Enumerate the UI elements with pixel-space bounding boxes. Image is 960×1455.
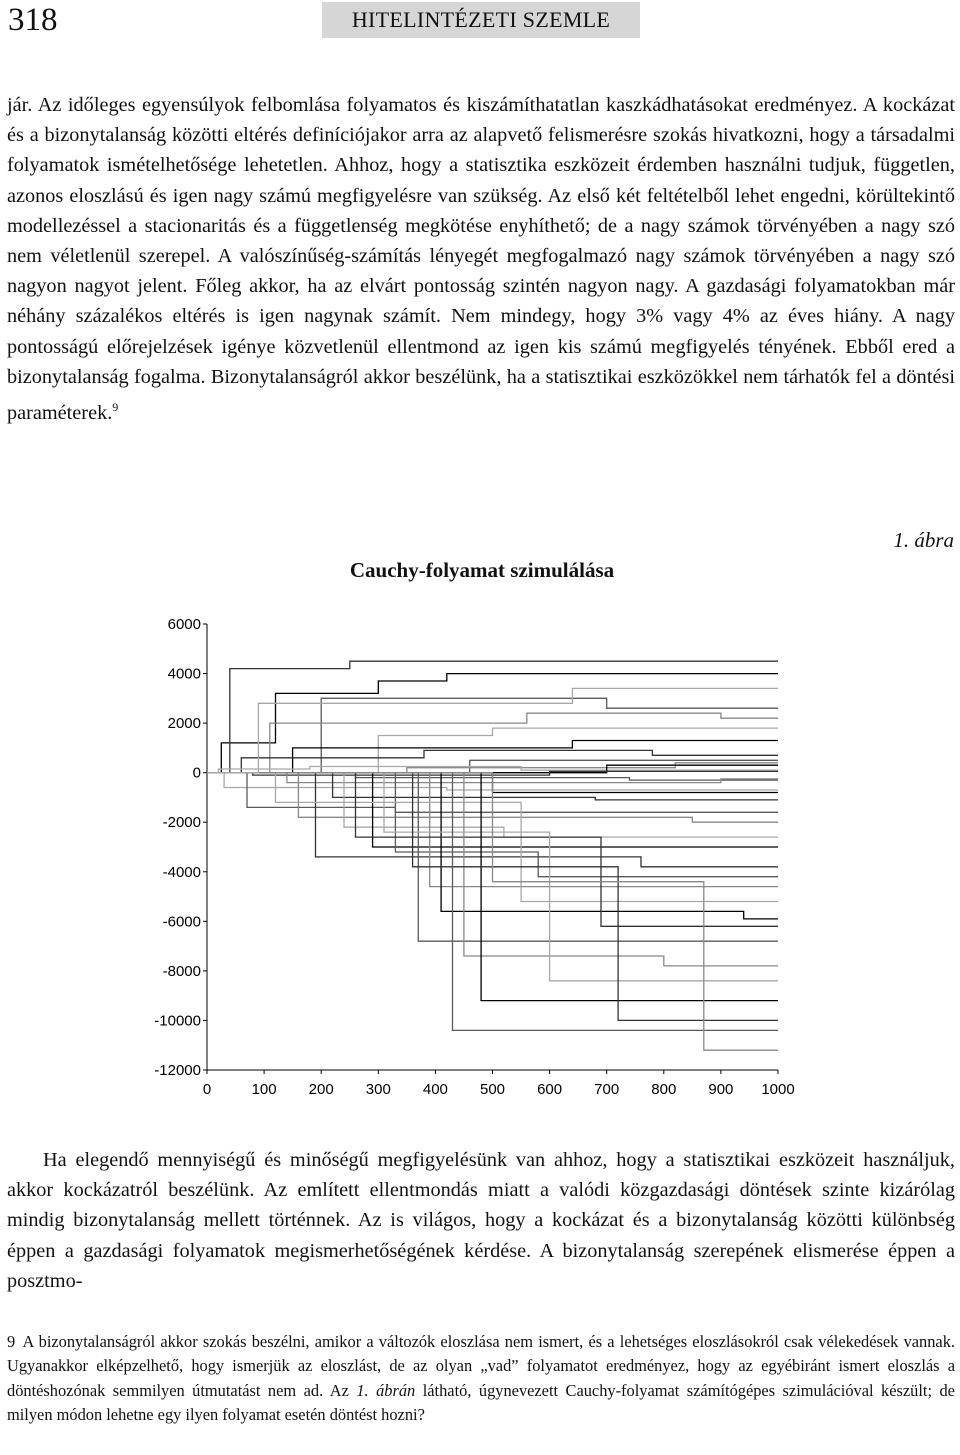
x-tick-label: 500 (479, 1081, 506, 1097)
y-tick-label: -8000 (162, 962, 201, 980)
cauchy-chart (140, 607, 810, 1097)
paragraph-2: Ha elegendő mennyiségű és minőségű megfigyelésünk van ahhoz, hogy a statisztikai eszközeit használjuk, akkor kockázatról beszélünk. Az említett ellentmondás miatt a valódi közgazdasági döntések szinte kizárólag mindig bizonytalanság mellett történnek. Az is világos, hogy a kockázat és a bizonytalanság közötti különbség éppen a gazdasági folyamatok megismerhetőségének kérdése. A bizonytalanság szerepének elismerése éppen a posztmo- (7, 1149, 955, 1292)
journal-title: HITELINTÉZETI SZEMLE (322, 2, 640, 38)
x-tick-label: 600 (537, 1081, 563, 1097)
y-tick-label: -12000 (154, 1062, 201, 1079)
y-tick-label: 6000 (167, 616, 201, 633)
y-tick-label: -6000 (162, 913, 201, 931)
x-tick-label: 0 (202, 1081, 212, 1097)
figure-label: 1. ábra (893, 528, 954, 552)
x-tick-label: 700 (594, 1081, 620, 1097)
chart-series-layer (207, 661, 778, 1050)
x-tick-label: 800 (651, 1081, 677, 1097)
footnote-text-2: látható, úgynevezett Cauchy-folyamat számítógépes szimulációval készült; de milyen módon lehetne egy ilyen folyamat esetén döntést hozni? (7, 1380, 955, 1424)
page-number: 318 (8, 2, 58, 38)
x-tick-label: 900 (708, 1081, 734, 1097)
x-tick-label: 400 (422, 1081, 448, 1097)
x-tick-label: 300 (365, 1081, 391, 1097)
y-tick-label: 2000 (167, 715, 201, 733)
y-tick-label: 4000 (167, 665, 201, 683)
footnote (7, 1330, 955, 1427)
y-tick-label: 0 (192, 764, 201, 782)
footnote-number: 9 (7, 1332, 16, 1351)
footnote-figure-ref: 1. ábrán (356, 1380, 416, 1400)
paragraph-1 (7, 90, 955, 428)
y-tick-label: -4000 (162, 863, 201, 881)
x-tick-label: 1000 (761, 1081, 795, 1097)
footnote-reference: 9 (112, 400, 119, 415)
paragraph-1-text: jár. Az időleges egyensúlyok felbomlása folyamatos és kiszámíthatatlan kaszkádhatásokat eredményez. A kockázat és a bizonytalanság közötti eltérés definíciójakor arra az alapvető felismerésre szokás hivatkozni, hogy a társadalmi folyamatok ismételhetősége lehetetlen. Ahhoz, hogy a statisztika eszközeit érdemben használni tudjuk, független, azonos eloszlású és igen nagy számú megfigyelésre van szükség. Az első két feltételből lehet engedni, körültekintő modellezéssel a stacionaritás és a függetlenség megkötése enyhíthető; de a nagy számok törvényében a nagy szó nem véletlenül szerepel. A valószínűség-számítás lényegét megfogalmazó nagy számok törvényében a nagy szó nagyon nagyot jelent. Főleg akkor, ha az elvárt pontosság szintén nagyon nagy. A gazdasági folyamatokban már néhány százalékos eltérés is igen nagynak számít. Nem mindegy, hogy 3% vagy 4% az éves hiány. A nagy pontosságú előrejelzések igénye közvetlenül ellentmond az igen kis számú megfigyelés tényének. Ebből ered a bizonytalanság fogalma. Bizonytalanságról akkor beszélünk, ha a statisztikai eszközökkel nem tárhatók fel a döntési paraméterek. (7, 94, 955, 424)
x-tick-label: 200 (308, 1081, 334, 1097)
x-tick-label: 100 (251, 1081, 277, 1097)
figure-title: Cauchy-folyamat szimulálása (349, 558, 615, 582)
y-tick-label: -2000 (162, 814, 201, 832)
footnote-text-1: A bizonytalanságról akkor szokás beszélni, amikor a változók eloszlása nem ismert, és a lehetséges eloszlásokról csak vélekedések vannak. Ugyanakkor elképzelhető, hogy ismerjük az eloszlást, de az olyan „vad” folyamatot eredményez, hogy az egyébiránt ismert eloszlás a döntéshozónak semmilyen útmutatást nem ad. Az (7, 1332, 956, 1400)
y-tick-label: -10000 (154, 1012, 201, 1030)
